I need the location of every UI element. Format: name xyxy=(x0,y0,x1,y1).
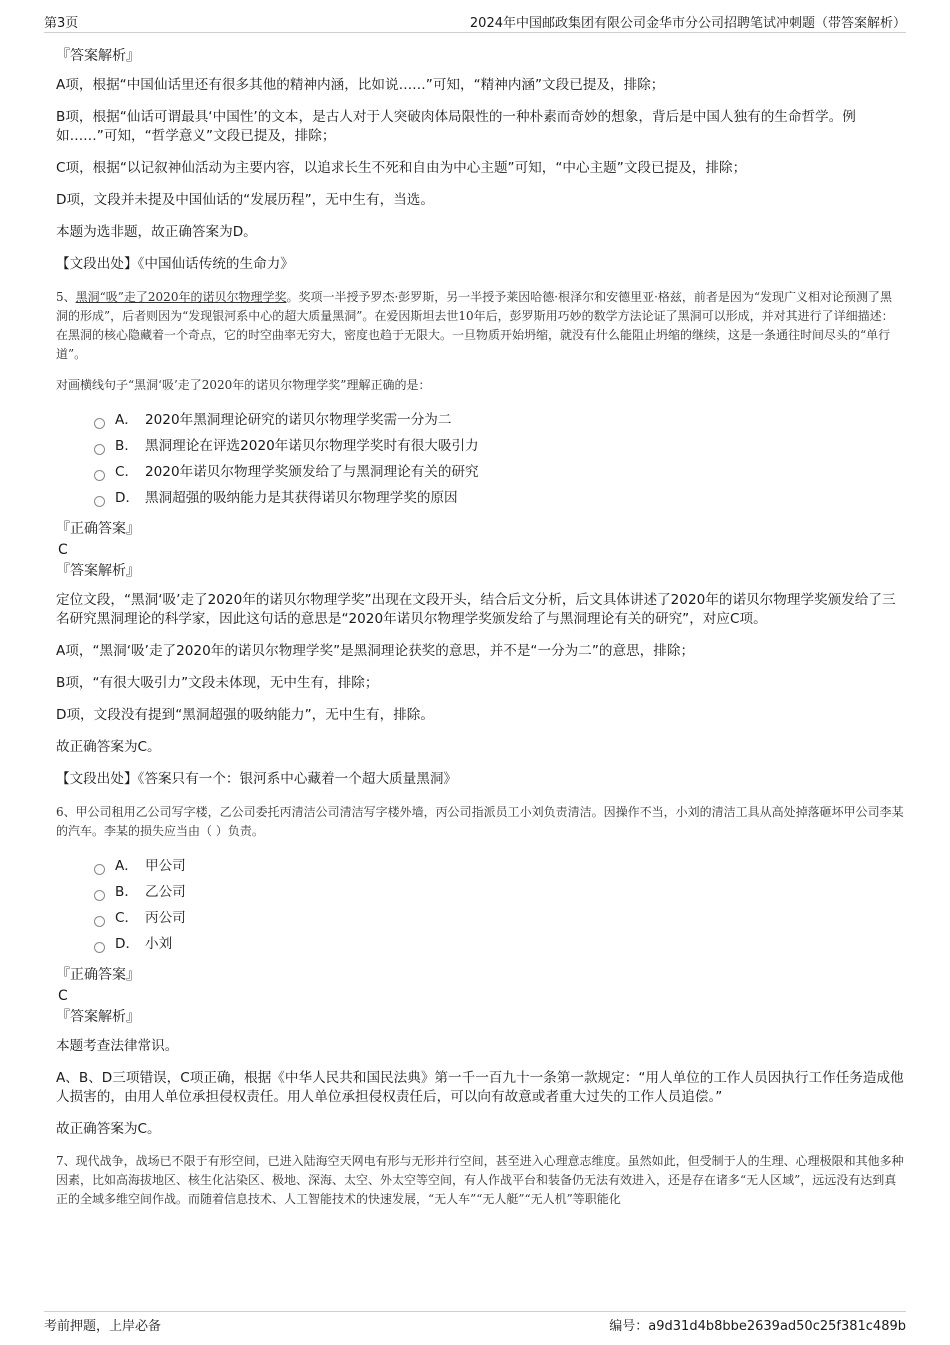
option-list xyxy=(94,853,904,957)
analysis-paragraph: 故正确答案为C。 xyxy=(56,739,161,755)
option-letter: B． xyxy=(115,438,138,454)
analysis-paragraph: D项，文段没有提到“黑洞超强的吸纳能力”，无中生有，排除。 xyxy=(56,707,434,723)
option-c[interactable] xyxy=(94,459,904,485)
option-b[interactable] xyxy=(94,433,904,459)
document-body xyxy=(56,46,904,1221)
analysis-paragraph: 本题考查法律常识。 xyxy=(56,1038,179,1054)
analysis-paragraph: 定位文段，“黑洞‘吸’走了2020年的诺贝尔物理学奖”出现在文段开头，结合后文分析，后文具体讲述了2020年的诺贝尔物理学奖颁发给了三名研究黑洞理论的科学家，因此这句话的意思是“2020年诺贝尔物理学奖颁发给了与黑洞理论有关的研究”，对应C项。 xyxy=(56,592,896,627)
option-text: 2020年诺贝尔物理学奖颁发给了与黑洞理论有关的研究 xyxy=(145,464,479,480)
option-text: 黑洞超强的吸纳能力是其获得诺贝尔物理学奖的原因 xyxy=(145,490,458,506)
question-stem: 7、现代战争，战场已不限于有形空间，已进入陆海空天网电有形与无形并行空间，甚至进入心理意志维度。虽然如此，但受制于人的生理、心理极限和其他多种因素，比如高海拔地区、核生化沾染区、极地、深海、太空、外太空等空间，有人作战平台和装备仍无法有效进入，还是存在诸多“无人区域”，远远没有达到真正的全域多维空间作战。而随着信息技术、人工智能技术的快速发展，“无人车”“无人艇”“无人机”等职能化 xyxy=(56,1154,904,1206)
option-c[interactable] xyxy=(94,905,904,931)
question-passage: 。奖项一半授予罗杰·彭罗斯，另一半授予莱因哈德·根泽尔和安德里亚·格兹，前者是因为“发现广义相对论预测了黑洞的形成”，后者则因为“发现银河系中心的超大质量黑洞”。在爱因斯坦去世10年后，彭罗斯用巧妙的数学方法论证了黑洞可以形成，并对其进行了详细描述：在黑洞的核心隐藏着一个奇点，它的时空曲率无穷大，密度也趋于无限大。一旦物质开始坍缩，就没有什么能阻止坍缩的继续，这是一条通往时间尽头的“单行道”。 xyxy=(56,290,894,361)
option-a[interactable] xyxy=(94,853,904,879)
radio-icon[interactable] xyxy=(94,418,105,429)
analysis-label: 『答案解析』 xyxy=(56,1009,140,1025)
question-stem: 6、甲公司租用乙公司写字楼，乙公司委托丙清洁公司清洁写字楼外墙，丙公司指派员工小刘负责清洁。因操作不当，小刘的清洁工具从高处掉落砸坏甲公司李某的汽车。李某的损失应当由（ ）负责。 xyxy=(56,805,904,838)
option-b[interactable] xyxy=(94,879,904,905)
answer-label: 『正确答案』 xyxy=(56,521,140,537)
answer-label: 『正确答案』 xyxy=(56,967,140,983)
option-letter: C． xyxy=(115,464,139,480)
option-text: 黑洞理论在评选2020年诺贝尔物理学奖时有很大吸引力 xyxy=(145,438,479,454)
page-header xyxy=(0,0,950,34)
option-d[interactable] xyxy=(94,485,904,511)
radio-icon[interactable] xyxy=(94,444,105,455)
source-citation: 【文段出处】《答案只有一个：银河系中心藏着一个超大质量黑洞》 xyxy=(56,771,458,787)
page-number: 第3页 xyxy=(44,16,79,31)
radio-icon[interactable] xyxy=(94,470,105,481)
option-text: 乙公司 xyxy=(145,884,186,900)
underlined-sentence: 黑洞“吸”走了2020年的诺贝尔物理学奖 xyxy=(75,290,287,304)
analysis-paragraph: A项，根据“中国仙话里还有很多其他的精神内涵，比如说……”可知，“精神内涵”文段已提及，排除； xyxy=(56,77,665,93)
option-text: 丙公司 xyxy=(145,910,186,926)
option-letter: B． xyxy=(115,884,138,900)
question-prompt: 对画横线句子“黑洞‘吸’走了2020年的诺贝尔物理学奖”理解正确的是： xyxy=(56,378,431,392)
option-d[interactable] xyxy=(94,931,904,957)
option-text: 小刘 xyxy=(145,936,173,952)
analysis-paragraph: 本题为选非题，故正确答案为D。 xyxy=(56,224,257,240)
footer-slogan: 考前押题，上岸必备 xyxy=(44,1319,162,1334)
analysis-paragraph: D项，文段并未提及中国仙话的“发展历程”，无中生有，当选。 xyxy=(56,192,434,208)
document-code: 编号：a9d31d4b8bbe2639ad50c25f381c489b xyxy=(609,1319,906,1334)
analysis-paragraph: 故正确答案为C。 xyxy=(56,1121,161,1137)
analysis-paragraph: B项，根据“仙话可谓最具‘中国性’的文本，是古人对于人突破肉体局限性的一种朴素而奇妙的想象，背后是中国人独有的生命哲学。例如……”可知，“哲学意义”文段已提及，排除； xyxy=(56,109,856,144)
analysis-paragraph: B项，“有很大吸引力”文段未体现，无中生有，排除； xyxy=(56,675,379,691)
option-letter: D． xyxy=(115,490,140,506)
radio-icon[interactable] xyxy=(94,890,105,901)
question-stem xyxy=(56,288,904,364)
analysis-label: 『答案解析』 xyxy=(56,48,140,64)
source-citation: 【文段出处】《中国仙话传统的生命力》 xyxy=(56,256,294,272)
radio-icon[interactable] xyxy=(94,942,105,953)
option-letter: A． xyxy=(115,858,138,874)
analysis-paragraph: A、B、D三项错误，C项正确，根据《中华人民共和国民法典》第一千一百九十一条第一款规定：“用人单位的工作人员因执行工作任务造成他人损害的，由用人单位承担侵权责任。用人单位承担侵权责任后，可以向有故意或者重大过失的工作人员追偿。” xyxy=(56,1070,904,1105)
option-a[interactable] xyxy=(94,407,904,433)
question-number: 5、 xyxy=(56,290,76,304)
analysis-paragraph: A项，“黑洞‘吸’走了2020年的诺贝尔物理学奖”是黑洞理论获奖的意思，并不是“一分为二”的意思，排除； xyxy=(56,643,695,659)
radio-icon[interactable] xyxy=(94,916,105,927)
option-text: 甲公司 xyxy=(145,858,186,874)
option-letter: C． xyxy=(115,910,139,926)
analysis-label: 『答案解析』 xyxy=(56,563,140,579)
correct-answer: C xyxy=(58,542,68,558)
analysis-paragraph: C项，根据“以记叙神仙活动为主要内容，以追求长生不死和自由为中心主题”可知，“中心主题”文段已提及，排除； xyxy=(56,160,747,176)
radio-icon[interactable] xyxy=(94,864,105,875)
option-text: 2020年黑洞理论研究的诺贝尔物理学奖需一分为二 xyxy=(145,412,452,428)
footer-divider xyxy=(44,1311,906,1312)
correct-answer: C xyxy=(58,988,68,1004)
document-title: 2024年中国邮政集团有限公司金华市分公司招聘笔试冲刺题（带答案解析） xyxy=(469,16,906,31)
option-list xyxy=(94,407,904,511)
option-letter: A． xyxy=(115,412,138,428)
option-letter: D． xyxy=(115,936,140,952)
radio-icon[interactable] xyxy=(94,496,105,507)
header-divider xyxy=(44,32,906,33)
